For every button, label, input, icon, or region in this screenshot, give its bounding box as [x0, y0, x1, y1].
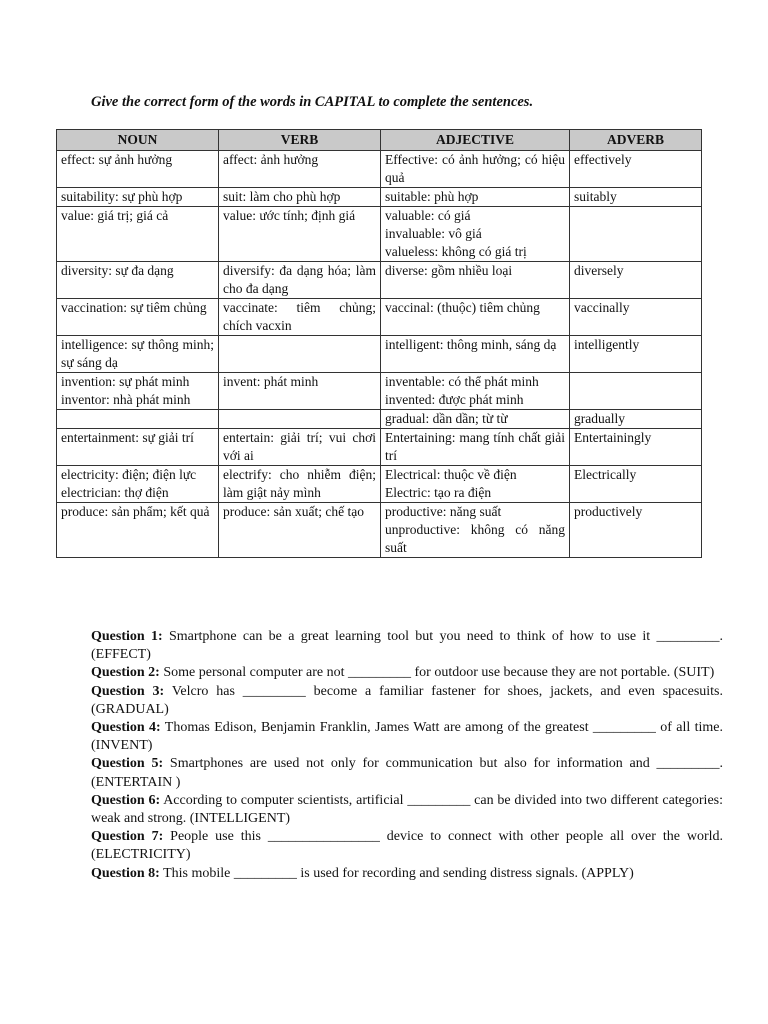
table-row: [57, 429, 702, 466]
noun-cell: [57, 188, 219, 207]
header-noun: NOUN: [57, 130, 219, 151]
adverb-cell: [570, 188, 702, 207]
cell-line: inventor: nhà phát minh: [61, 392, 191, 407]
question-item: [91, 828, 723, 864]
question-text: According to computer scientists, artificial _________ can be divided into two different categories: weak and strong. (INTELLIGENT): [91, 792, 724, 827]
cell-line: vaccinate: tiêm chủng; chích vacxin: [223, 300, 376, 333]
table-row: [57, 188, 702, 207]
question-label: Question 4:: [91, 720, 161, 736]
verb-cell: [219, 188, 381, 207]
noun-cell: [57, 262, 219, 299]
adjective-cell: [381, 466, 570, 503]
adjective-cell: [381, 151, 570, 188]
question-text: Smartphones are used not only for communication but also for information and _________. (ENTERTAIN ): [91, 756, 724, 790]
adverb-cell: [570, 299, 702, 336]
cell-line: produce: sản xuất; chế tạo: [223, 504, 364, 519]
question-item: [91, 792, 723, 828]
cell-line: diverse: gồm nhiều loại: [385, 263, 513, 278]
table-row: [57, 262, 702, 299]
noun-cell: [57, 336, 219, 373]
cell-line: entertainment: sự giải trí: [61, 430, 194, 445]
header-verb: VERB: [219, 130, 381, 151]
question-text: Velcro has _________ become a familiar fastener for shoes, jackets, and even spacesuits. (GRADUAL): [91, 683, 723, 717]
verb-cell: [219, 373, 381, 410]
cell-line: suit: làm cho phù hợp: [223, 189, 341, 204]
cell-line: value: ước tính; định giá: [223, 208, 356, 223]
cell-line: intelligent: thông minh, sáng dạ: [385, 337, 557, 352]
noun-cell: [57, 410, 219, 429]
cell-line: suitable: phù hợp: [385, 189, 479, 204]
cell-line: productively: [574, 504, 643, 519]
question-label: Question 7:: [91, 829, 164, 845]
cell-line: Electrically: [574, 467, 637, 482]
adjective-cell: [381, 188, 570, 207]
cell-line: entertain: giải trí; vui chơi với ai: [223, 430, 376, 463]
question-label: Question 2:: [91, 665, 160, 681]
noun-cell: [57, 207, 219, 262]
question-text: Thomas Edison, Benjamin Franklin, James Watt are among of the greatest _________ of all time. (INVENT): [91, 720, 723, 754]
question-item: [91, 664, 723, 682]
adjective-cell: [381, 207, 570, 262]
cell-line: intelligently: [574, 337, 640, 352]
adverb-cell: [570, 151, 702, 188]
verb-cell: [219, 336, 381, 373]
adverb-cell: [570, 503, 702, 558]
table-row: [57, 410, 702, 429]
question-label: Question 1:: [91, 629, 163, 644]
table-row: [57, 207, 702, 262]
cell-line: diversity: sự đa dạng: [61, 263, 174, 278]
adverb-cell: [570, 336, 702, 373]
adjective-cell: [381, 429, 570, 466]
table-row: [57, 151, 702, 188]
cell-line: Electrical: thuộc về điện: [385, 467, 517, 482]
adjective-cell: [381, 336, 570, 373]
noun-cell: [57, 466, 219, 503]
question-item: [91, 628, 723, 664]
adverb-cell: [570, 373, 702, 410]
cell-line: diversify: đa dạng hóa; làm cho đa dạng: [223, 263, 376, 296]
table-row: [57, 503, 702, 558]
verb-cell: [219, 503, 381, 558]
cell-line: valueless: không có giá trị: [385, 244, 527, 259]
cell-line: electrician: thợ điện: [61, 485, 169, 500]
cell-line: valuable: có giá: [385, 208, 471, 223]
cell-line: Entertainingly: [574, 430, 652, 445]
table-row: [57, 299, 702, 336]
question-item: [91, 719, 723, 755]
verb-cell: [219, 299, 381, 336]
table-header-row: [57, 130, 702, 151]
cell-line: Electric: tạo ra điện: [385, 485, 492, 500]
cell-line: vaccinally: [574, 300, 630, 315]
adverb-cell: [570, 410, 702, 429]
question-label: Question 6:: [91, 792, 161, 808]
cell-line: gradually: [574, 411, 625, 426]
adverb-cell: [570, 262, 702, 299]
verb-cell: [219, 151, 381, 188]
noun-cell: [57, 503, 219, 558]
cell-line: value: giá trị; giá cả: [61, 208, 169, 223]
word-form-table: [56, 129, 702, 558]
cell-line: suitability: sự phù hợp: [61, 189, 183, 204]
cell-line: electrify: cho nhiễm điện; làm giật nảy mình: [223, 467, 376, 500]
question-text: This mobile _________ is used for recording and sending distress signals. (APPLY): [159, 865, 634, 881]
noun-cell: [57, 299, 219, 336]
adverb-cell: [570, 429, 702, 466]
cell-line: invented: được phát minh: [385, 392, 524, 407]
noun-cell: [57, 151, 219, 188]
adjective-cell: [381, 503, 570, 558]
cell-line: effectively: [574, 152, 632, 167]
cell-line: vaccinal: (thuộc) tiêm chủng: [385, 300, 540, 315]
adjective-cell: [381, 299, 570, 336]
cell-line: produce: sản phẩm; kết quả: [61, 504, 210, 519]
cell-line: inventable: có thể phát minh: [385, 374, 539, 389]
adverb-cell: [570, 207, 702, 262]
cell-line: Entertaining: mang tính chất giải trí: [385, 430, 565, 463]
question-text: Some personal computer are not _________ for outdoor use because they are not portable. (SUIT): [159, 665, 715, 681]
cell-line: gradual: dần dần; từ từ: [385, 411, 508, 426]
question-label: Question 3:: [91, 683, 165, 699]
cell-line: invent: phát minh: [223, 374, 319, 389]
verb-cell: [219, 207, 381, 262]
cell-line: productive: năng suất: [385, 504, 502, 519]
question-item: [91, 755, 723, 791]
questions-list: [91, 628, 723, 883]
table-row: [57, 373, 702, 410]
table-row: [57, 336, 702, 373]
question-label: Question 5:: [91, 756, 164, 772]
verb-cell: [219, 262, 381, 299]
verb-cell: [219, 410, 381, 429]
header-adverb: ADVERB: [570, 130, 702, 151]
cell-line: unproductive: không có năng suất: [385, 522, 565, 555]
adjective-cell: [381, 373, 570, 410]
cell-line: suitably: [574, 189, 617, 204]
question-item: [91, 865, 723, 883]
instruction-heading: Give the correct form of the words in CAPITAL to complete the sentences.: [91, 94, 534, 110]
cell-line: affect: ảnh hưởng: [223, 152, 319, 167]
cell-line: electricity: điện; điện lực: [61, 467, 197, 482]
adverb-cell: [570, 466, 702, 503]
noun-cell: [57, 429, 219, 466]
adjective-cell: [381, 262, 570, 299]
cell-line: diversely: [574, 263, 624, 278]
question-item: [91, 683, 723, 719]
cell-line: intelligence: sự thông minh; sự sáng dạ: [61, 337, 214, 370]
question-text: People use this ________________ device to connect with other people all over the world. (ELECTRICITY): [91, 829, 723, 863]
cell-line: invention: sự phát minh: [61, 374, 190, 389]
verb-cell: [219, 429, 381, 466]
noun-cell: [57, 373, 219, 410]
adjective-cell: [381, 410, 570, 429]
cell-line: invaluable: vô giá: [385, 226, 482, 241]
cell-line: vaccination: sự tiêm chủng: [61, 300, 207, 315]
table-row: [57, 466, 702, 503]
header-adjective: ADJECTIVE: [381, 130, 570, 151]
question-text: Smartphone can be a great learning tool but you need to think of how to use it _________. (EFFECT): [91, 629, 723, 663]
question-label: Question 8:: [91, 865, 160, 881]
cell-line: effect: sự ảnh hưởng: [61, 152, 173, 167]
cell-line: Effective: có ảnh hưởng; có hiệu quả: [385, 152, 565, 185]
verb-cell: [219, 466, 381, 503]
